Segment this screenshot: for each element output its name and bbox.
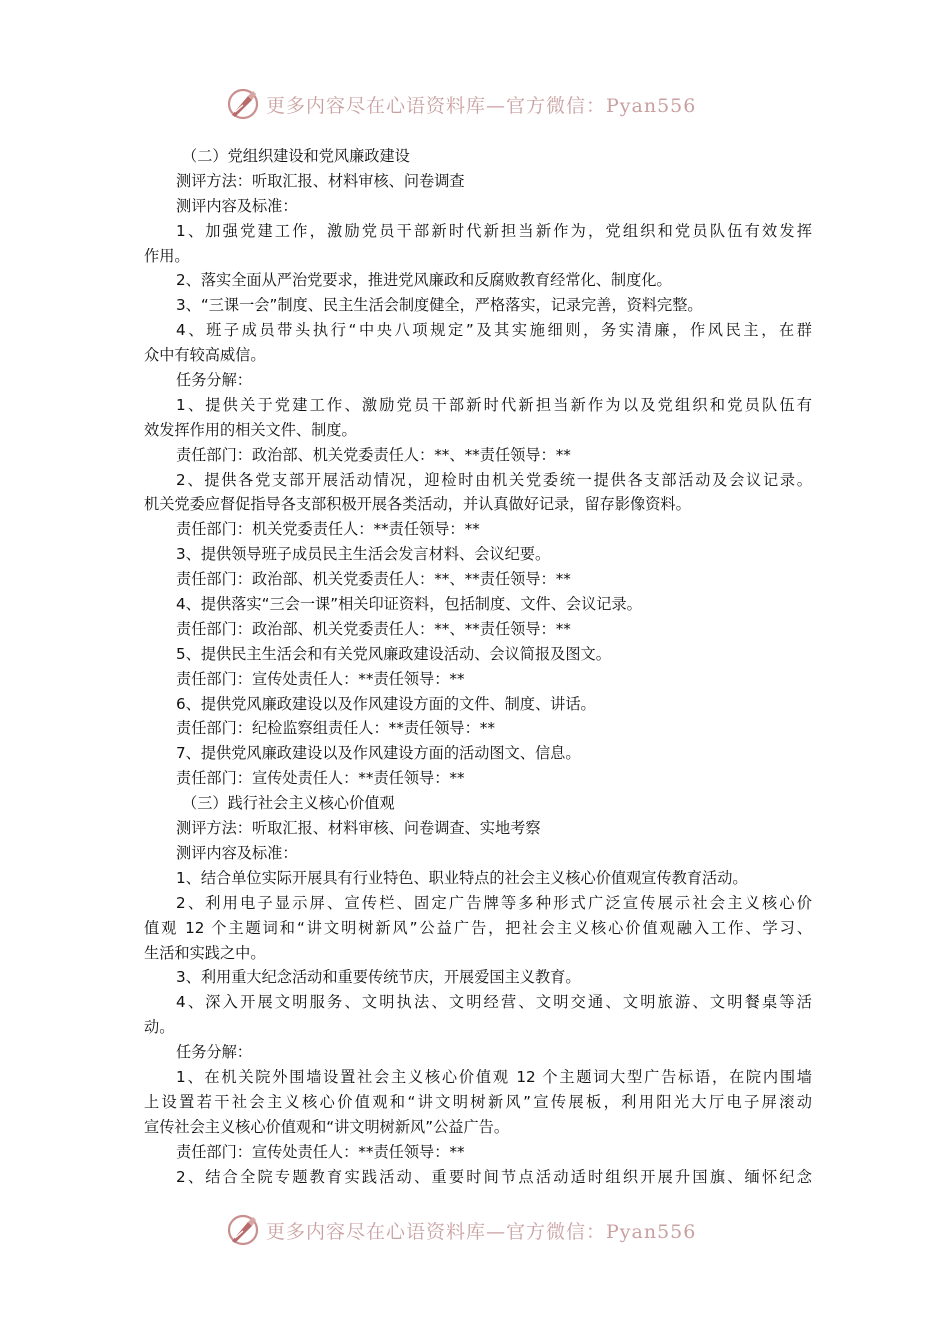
paragraph-line: 2、落实全面从严治党要求，推进党风廉政和反腐败教育经常化、制度化。 (176, 271, 672, 290)
paragraph-line: 2、提供各党支部开展活动情况，迎检时由机关党委统一提供各支部活动及会议记录。 (176, 470, 812, 489)
paragraph-line: 责任部门：宣传处责任人：**责任领导：** (176, 1142, 465, 1161)
watermark-text: 更多内容尽在心语资料库—官方微信：Pyan556 (266, 1220, 697, 1243)
paragraph-line: 机关党委应督促指导各支部积极开展各类活动，并认真做好记录，留存影像资料。 (144, 495, 691, 514)
paragraph-line: 1、提供关于党建工作、激励党员干部新时代新担当新作为以及党组织和党员队伍有 (176, 395, 812, 414)
paragraph-line: 测评方法：听取汇报、材料审核、问卷调查、实地考察 (176, 819, 541, 838)
paragraph-line: 任务分解： (176, 1043, 252, 1062)
pen-nib-logo-icon (226, 87, 260, 121)
paragraph-line: 值观 12 个主题词和“讲文明树新风”公益广告，把社会主义核心价值观融入工作、学习、 (144, 918, 812, 937)
watermark-header (226, 84, 746, 124)
paragraph-line: 4、班子成员带头执行“中央八项规定”及其实施细则，务实清廉，作风民主，在群 (176, 321, 812, 340)
paragraph-line: 宣传社会主义核心价值观和“讲文明树新风”公益广告。 (144, 1117, 510, 1136)
paragraph-line: 1、在机关院外围墙设置社会主义核心价值观 12 个主题词大型广告标语，在院内围墙 (176, 1067, 812, 1086)
section-heading: （二）党组织建设和党风廉政建设 (182, 147, 410, 165)
paragraph-line: 责任部门：宣传处责任人：**责任领导：** (176, 669, 465, 688)
paragraph-line: 测评方法：听取汇报、材料审核、问卷调查 (176, 171, 465, 190)
paragraph-line: 作用。 (144, 246, 190, 265)
paragraph-line: 责任部门：机关党委责任人：**责任领导：** (176, 520, 480, 539)
paragraph-line: 3、“三课一会”制度、民主生活会制度健全，严格落实，记录完善，资料完整。 (176, 296, 703, 315)
paragraph-line: 责任部门：政治部、机关党委责任人：**、**责任领导：** (176, 570, 571, 589)
paragraph-line: 6、提供党风廉政建设以及作风建设方面的文件、制度、讲话。 (176, 694, 596, 713)
paragraph-line: 3、提供领导班子成员民主生活会发言材料、会议纪要。 (176, 545, 551, 564)
paragraph-line: 生活和实践之中。 (144, 943, 266, 962)
paragraph-line: 1、结合单位实际开展具有行业特色、职业特点的社会主义核心价值观宣传教育活动。 (176, 868, 748, 887)
section-heading: （三）践行社会主义核心价值观 (182, 794, 395, 813)
paragraph-line: 效发挥作用的相关文件、制度。 (144, 420, 357, 439)
paragraph-line: 测评内容及标准： (176, 843, 298, 862)
paragraph-line: 责任部门：纪检监察组责任人：**责任领导：** (176, 719, 495, 738)
paragraph-line: 责任部门：政治部、机关党委责任人：**、**责任领导：** (176, 619, 571, 638)
paragraph-line: 测评内容及标准： (176, 196, 298, 215)
paragraph-line: 2、利用电子显示屏、宣传栏、固定广告牌等多种形式广泛宣传展示社会主义核心价 (176, 893, 812, 912)
paragraph-line: 责任部门：宣传处责任人：**责任领导：** (176, 769, 465, 788)
pen-nib-logo-icon (226, 1213, 260, 1247)
paragraph-line: 4、提供落实“三会一课”相关印证资料，包括制度、文件、会议记录。 (176, 595, 642, 614)
watermark-text: 更多内容尽在心语资料库—官方微信：Pyan556 (266, 94, 697, 117)
document-body (144, 144, 812, 1189)
paragraph-line: 3、利用重大纪念活动和重要传统节庆，开展爱国主义教育。 (176, 968, 581, 987)
paragraph-line: 责任部门：政治部、机关党委责任人：**、**责任领导：** (176, 445, 571, 464)
paragraph-line: 上设置若干社会主义核心价值观和“讲文明树新风”宣传展板，利用阳光大厅电子屏滚动 (144, 1092, 812, 1111)
paragraph-line: 4、深入开展文明服务、文明执法、文明经营、文明交通、文明旅游、文明餐桌等活 (176, 993, 812, 1012)
watermark-footer (226, 1210, 746, 1250)
paragraph-line: 2、结合全院专题教育实践活动、重要时间节点活动适时组织开展升国旗、缅怀纪念 (176, 1167, 812, 1186)
paragraph-line: 动。 (144, 1018, 175, 1037)
paragraph-line: 5、提供民主生活会和有关党风廉政建设活动、会议简报及图文。 (176, 644, 611, 663)
paragraph-line: 7、提供党风廉政建设以及作风建设方面的活动图文、信息。 (176, 744, 581, 763)
paragraph-line: 1、加强党建工作，激励党员干部新时代新担当新作为，党组织和党员队伍有效发挥 (176, 221, 812, 240)
paragraph-line: 任务分解： (176, 371, 252, 390)
paragraph-line: 众中有较高威信。 (144, 346, 266, 365)
